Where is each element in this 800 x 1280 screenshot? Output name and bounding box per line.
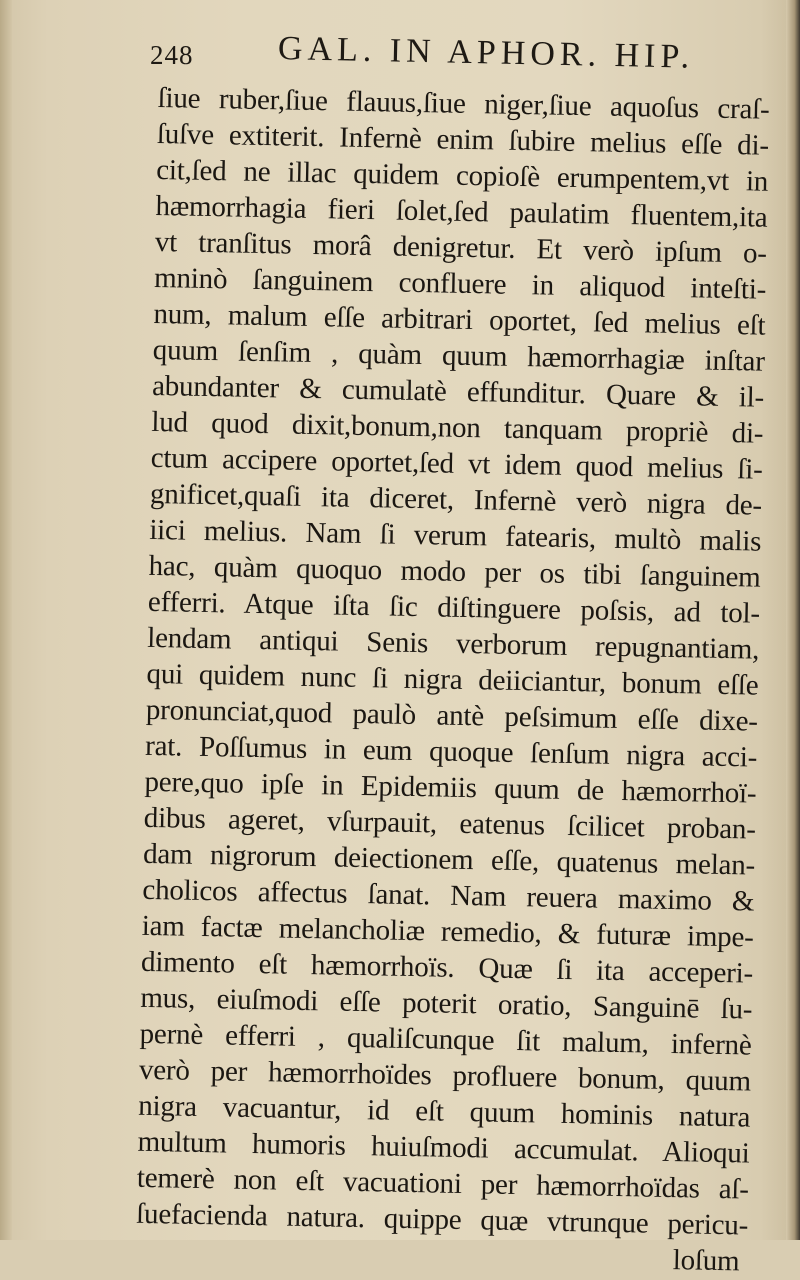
text-line: vt tranſitus morâ denigretur. Et verò ipſum o- — [154, 225, 768, 270]
text-line: rat. Poſſumus in eum quoque ſenſum nigra acci- — [144, 729, 758, 774]
text-line: ſuſve extiterit. Infernè enim ſubire melius eſſe di- — [156, 117, 770, 162]
text-line: gnificet,quaſi ita diceret, Infernè verò nigra de- — [149, 477, 763, 522]
text-line: efferri. Atque iſta ſic diſtinguere poſsis, ad tol- — [147, 585, 761, 630]
catchword: loſum — [672, 1244, 740, 1278]
text-line: hæmorrhagia fieri ſolet,ſed paulatim fluentem,ita — [155, 189, 768, 234]
text-line: abundanter & cumulatè effunditur. Quare & il- — [151, 369, 765, 414]
text-line: cholicos affectus ſanat. Nam reuera maximo & — [142, 873, 755, 918]
text-line: dam nigrorum deiectionem eſſe, quatenus melan- — [142, 837, 756, 882]
text-line: temerè non eſt vacuationi per hæmorrhoïdas aſ- — [136, 1161, 750, 1206]
text-line: mninò ſanguinem confluere in aliquod inteſti- — [153, 261, 767, 306]
text-line: lendam antiqui Senis verborum repugnantiam, — [146, 621, 760, 666]
text-line: mus, eiuſmodi eſſe poterit oratio, Sanguinē ſu- — [140, 981, 753, 1026]
text-line: iam factæ melancholiæ remedio, & futuræ impe- — [141, 909, 754, 954]
text-line: pere,quo ipſe in Epidemiis quum de hæmorrhoï- — [144, 765, 757, 810]
text-line: dimento eſt hæmorrhoïs. Quæ ſi ita acceperi- — [140, 945, 754, 990]
text-line: num, malum eſſe arbitrari oportet, ſed melius eſt — [153, 297, 766, 342]
text-line: pronunciat,quod paulò antè peſsimum eſſe dixe- — [145, 693, 759, 738]
text-line: lud quod dixit,bonum,non tanquam propriè di- — [151, 405, 764, 450]
text-line: dibus ageret, vſurpauit, eatenus ſcilicet proban- — [143, 801, 757, 846]
text-line: qui quidem nunc ſi nigra deiiciantur, bonum eſſe — [146, 657, 759, 702]
text-line: quum ſenſim , quàm quum hæmorrhagiæ inſtar — [152, 333, 766, 378]
text-line: ctum accipere oportet,ſed vt idem quod melius ſi- — [150, 441, 763, 486]
page-header — [150, 30, 710, 78]
text-line: pernè efferri , qualiſcunque ſit malum, infernè — [139, 1017, 752, 1062]
text-line: ſuefacienda natura. quippe quæ vtrunque pericu- — [135, 1197, 749, 1242]
text-line: multum humoris huiuſmodi accumulat. Alioqui — [137, 1125, 750, 1170]
text-body — [135, 80, 770, 1280]
running-head: GAL. IN APHOR. HIP. — [277, 30, 695, 76]
text-line: nigra vacuantur, id eſt quum hominis natura — [137, 1089, 751, 1134]
text-line: ſiue ruber,ſiue flauus,ſiue niger,ſiue aquoſus craſ- — [157, 81, 770, 126]
page-number: 248 — [150, 40, 194, 70]
text-line: cit,ſed ne illac quidem copioſè erumpentem,vt in — [155, 153, 769, 198]
text-line: iici melius. Nam ſi verum fatearis, multò malis — [149, 513, 762, 558]
page-edge-shadow — [786, 0, 800, 1240]
page-gutter-shadow — [0, 0, 12, 1240]
text-line: hac, quàm quoquo modo per os tibi ſanguinem — [148, 549, 761, 594]
text-line: verò per hæmorrhoïdes profluere bonum, quum — [138, 1053, 752, 1098]
